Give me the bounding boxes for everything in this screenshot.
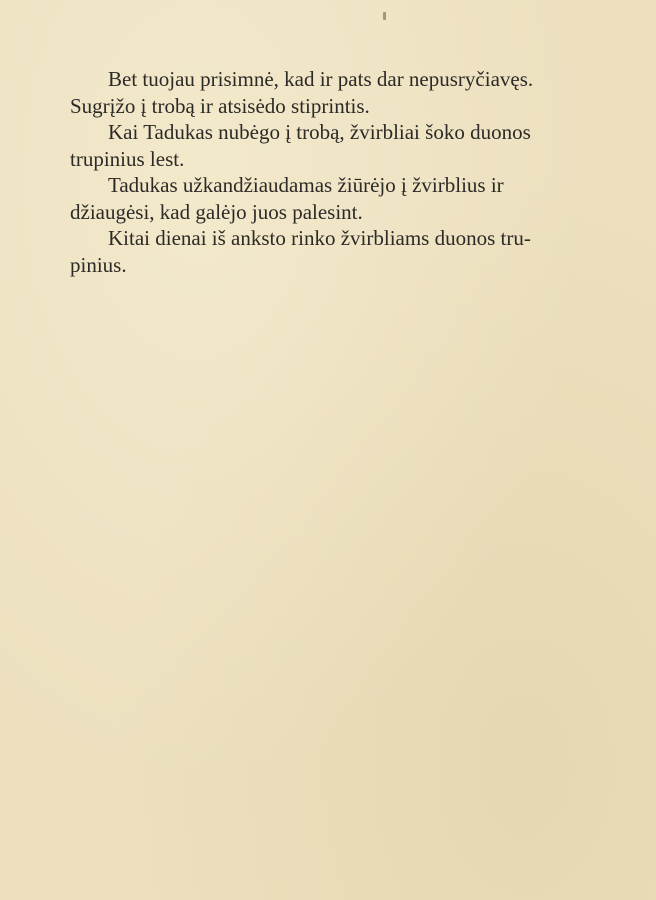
paragraph-line: Sugrįžo į trobą ir atsisėdo stiprintis. <box>70 93 370 118</box>
paragraph-line: trupinius lest. <box>70 146 185 171</box>
paragraph-line: Bet tuojau prisimnė, kad ir pats dar nepusryčiavęs. <box>108 67 534 91</box>
paragraph-line: Kitai dienai iš anksto rinko žvirbliams duonos tru- <box>108 226 531 250</box>
paragraph-line: Tadukas užkandžiaudamas žiūrėjo į žvirblius ir <box>108 173 504 197</box>
paragraph-line: Kai Tadukas nubėgo į trobą, žvirbliai šoko duonos <box>108 120 531 144</box>
paragraph-2 <box>70 119 592 172</box>
paragraph-3 <box>70 172 592 225</box>
ink-speck <box>383 12 386 20</box>
page-text <box>70 66 592 278</box>
paragraph-4 <box>70 225 592 278</box>
paragraph-line: pinius. <box>70 252 127 277</box>
paragraph-1 <box>70 66 592 119</box>
paragraph-line: džiaugėsi, kad galėjo juos palesint. <box>70 199 363 224</box>
